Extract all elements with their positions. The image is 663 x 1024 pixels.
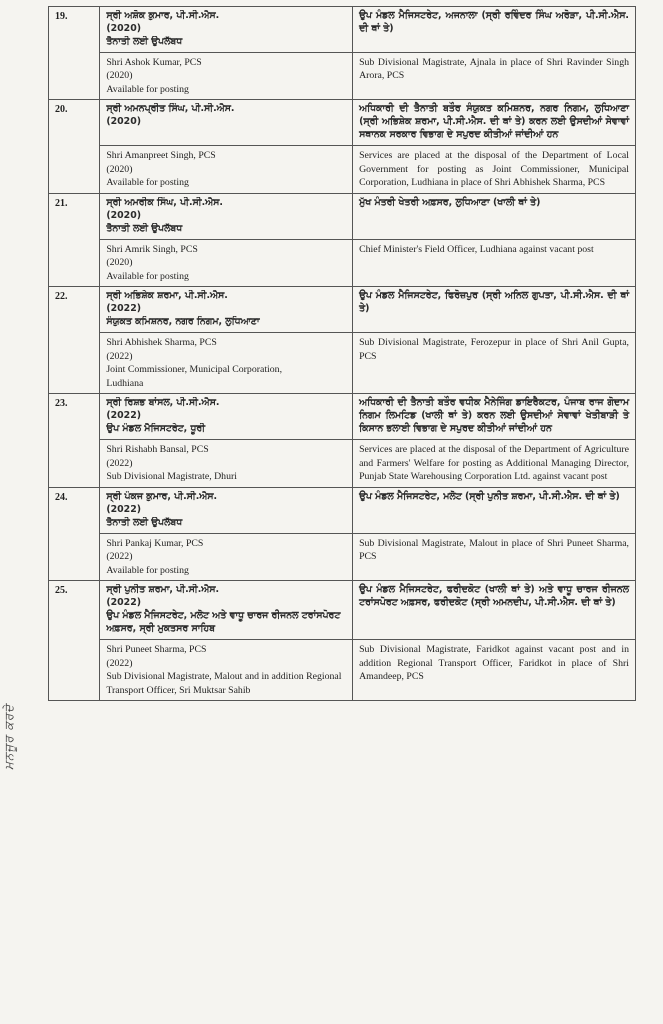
- table-row: [49, 581, 636, 640]
- posting-english: Services are placed at the disposal of the Department of Agriculture and Farmers' Welfare for posting as Additional Managing Director, Punjab State Warehousing Corporation Ltd. against vacant post: [353, 440, 636, 488]
- officer-english: Shri Amrik Singh, PCS (2020) Available for posting: [100, 239, 353, 287]
- officer-punjabi: ਸ੍ਰੀ ਅਮਨਪ੍ਰੀਤ ਸਿੰਘ, ਪੀ.ਸੀ.ਐਸ. (2020): [100, 100, 353, 146]
- officer-punjabi: ਸ੍ਰੀ ਅਭਿਸ਼ੇਕ ਸ਼ਰਮਾ, ਪੀ.ਸੀ.ਐਸ. (2022) ਸੰਯੁਕਤ ਕਮਿਸ਼ਨਰ, ਨਗਰ ਨਿਗਮ, ਲੁਧਿਆਣਾ: [100, 287, 353, 333]
- posting-punjabi: ਉਪ ਮੰਡਲ ਮੈਜਿਸਟਰੇਟ, ਫਰੀਦਕੋਟ (ਖਾਲੀ ਥਾਂ ਤੇ) ਅਤੇ ਵਾਧੂ ਚਾਰਜ ਰੀਜਨਲ ਟਰਾਂਸਪੋਰਟ ਅਫ਼ਸਰ, ਫਰੀਦਕੋਟ (ਸ੍ਰੀ ਅਮਨਦੀਪ, ਪੀ.ਸੀ.ਐਸ. ਦੀ ਥਾਂ ਤੇ): [353, 581, 636, 640]
- officer-punjabi: ਸ੍ਰੀ ਪੰਕਜ ਕੁਮਾਰ, ਪੀ.ਸੀ.ਐਸ. (2022) ਤੈਨਾਤੀ ਲਈ ਉਪਲੱਬਧ: [100, 487, 353, 533]
- table-row: [49, 193, 636, 239]
- table-row: [49, 7, 636, 53]
- serial-number: 22.: [49, 287, 100, 394]
- officer-english: Shri Rishabh Bansal, PCS (2022) Sub Divisional Magistrate, Dhuri: [100, 440, 353, 488]
- officer-english: Shri Abhishek Sharma, PCS (2022) Joint Commissioner, Municipal Corporation, Ludhiana: [100, 333, 353, 394]
- table-row: [49, 440, 636, 488]
- officer-english: Shri Pankaj Kumar, PCS (2022) Available for posting: [100, 533, 353, 581]
- posting-english: Services are placed at the disposal of the Department of Local Government for posting as Joint Commissioner, Municipal Corporation, Ludhiana in place of Shri Abhishek Sharma, PCS: [353, 146, 636, 194]
- posting-english: Sub Divisional Magistrate, Malout in place of Shri Puneet Sharma, PCS: [353, 533, 636, 581]
- table-row: [49, 640, 636, 701]
- table-row: [49, 333, 636, 394]
- serial-number: 24.: [49, 487, 100, 580]
- table-row: [49, 146, 636, 194]
- serial-number: 25.: [49, 581, 100, 701]
- posting-english: Sub Divisional Magistrate, Ajnala in place of Shri Ravinder Singh Arora, PCS: [353, 52, 636, 100]
- serial-number: 20.: [49, 100, 100, 193]
- margin-handwritten-note: ਮਨਜੂਰ ਕਰਦੇ: [2, 703, 16, 770]
- table-row: [49, 394, 636, 440]
- officer-punjabi: ਸ੍ਰੀ ਰਿਸ਼ਭ ਬਾਂਸਲ, ਪੀ.ਸੀ.ਐਸ. (2022) ਉਪ ਮੰਡਲ ਮੈਜਿਸਟਰੇਟ, ਧੂਰੀ: [100, 394, 353, 440]
- officer-punjabi: ਸ੍ਰੀ ਅਸ਼ੋਕ ਕੁਮਾਰ, ਪੀ.ਸੀ.ਐਸ. (2020) ਤੈਨਾਤੀ ਲਈ ਉਪਲੱਬਧ: [100, 7, 353, 53]
- table-row: [49, 100, 636, 146]
- officer-english: Shri Ashok Kumar, PCS (2020) Available for posting: [100, 52, 353, 100]
- posting-punjabi: ਉਪ ਮੰਡਲ ਮੈਜਿਸਟਰੇਟ, ਫਿਰੋਜ਼ਪੁਰ (ਸ੍ਰੀ ਅਨਿਲ ਗੁਪਤਾ, ਪੀ.ਸੀ.ਐਸ. ਦੀ ਥਾਂ ਤੇ): [353, 287, 636, 333]
- table-row: [49, 533, 636, 581]
- posting-english: Sub Divisional Magistrate, Faridkot against vacant post and in addition Regional Transport Officer, Faridkot in place of Shri Amandeep, PCS: [353, 640, 636, 701]
- table-row: [49, 487, 636, 533]
- posting-punjabi: ਅਧਿਕਾਰੀ ਦੀ ਤੈਨਾਤੀ ਬਤੌਰ ਵਧੀਕ ਮੈਨੇਜਿੰਗ ਡਾਇਰੈਕਟਰ, ਪੰਜਾਬ ਰਾਜ ਗੋਦਾਮ ਨਿਗਮ ਲਿਮਟਿਡ (ਖਾਲੀ ਥਾਂ ਤੇ) ਕਰਨ ਲਈ ਉਸਦੀਆਂ ਸੇਵਾਵਾਂ ਖੇਤੀਬਾੜੀ ਤੇ ਕਿਸਾਨ ਭਲਾਈ ਵਿਭਾਗ ਦੇ ਸਪੁਰਦ ਕੀਤੀਆਂ ਜਾਂਦੀਆਂ ਹਨ: [353, 394, 636, 440]
- posting-english: Chief Minister's Field Officer, Ludhiana against vacant post: [353, 239, 636, 287]
- table-row: [49, 239, 636, 287]
- officer-punjabi: ਸ੍ਰੀ ਪੁਨੀਤ ਸ਼ਰਮਾ, ਪੀ.ਸੀ.ਐਸ. (2022) ਉਪ ਮੰਡਲ ਮੈਜਿਸਟਰੇਟ, ਮਲੋਟ ਅਤੇ ਵਾਧੂ ਚਾਰਜ ਰੀਜਨਲ ਟਰਾਂਸਪੋਰਟ ਅਫ਼ਸਰ, ਸ੍ਰੀ ਮੁਕਤਸਰ ਸਾਹਿਬ: [100, 581, 353, 640]
- posting-punjabi: ਉਪ ਮੰਡਲ ਮੈਜਿਸਟਰੇਟ, ਅਜਨਾਲਾ (ਸ੍ਰੀ ਰਵਿੰਦਰ ਸਿੰਘ ਅਰੋੜਾ, ਪੀ.ਸੀ.ਐਸ. ਦੀ ਥਾਂ ਤੇ): [353, 7, 636, 53]
- serial-number: 19.: [49, 7, 100, 100]
- officer-english: Shri Amanpreet Singh, PCS (2020) Available for posting: [100, 146, 353, 194]
- table-row: [49, 52, 636, 100]
- officer-english: Shri Puneet Sharma, PCS (2022) Sub Divisional Magistrate, Malout and in addition Regional Transport Officer, Sri Muktsar Sahib: [100, 640, 353, 701]
- officer-punjabi: ਸ੍ਰੀ ਅਮਰੀਕ ਸਿੰਘ, ਪੀ.ਸੀ.ਐਸ. (2020) ਤੈਨਾਤੀ ਲਈ ਉਪਲੱਬਧ: [100, 193, 353, 239]
- posting-punjabi: ਉਪ ਮੰਡਲ ਮੈਜਿਸਟਰੇਟ, ਮਲੋਟ (ਸ੍ਰੀ ਪੁਨੀਤ ਸ਼ਰਮਾ, ਪੀ.ਸੀ.ਐਸ. ਦੀ ਥਾਂ ਤੇ): [353, 487, 636, 533]
- posting-english: Sub Divisional Magistrate, Ferozepur in place of Shri Anil Gupta, PCS: [353, 333, 636, 394]
- posting-punjabi: ਅਧਿਕਾਰੀ ਦੀ ਤੈਨਾਤੀ ਬਤੌਰ ਸੰਯੁਕਤ ਕਮਿਸ਼ਨਰ, ਨਗਰ ਨਿਗਮ, ਲੁਧਿਆਣਾ (ਸ੍ਰੀ ਅਭਿਸ਼ੇਕ ਸ਼ਰਮਾ, ਪੀ.ਸੀ.ਐਸ. ਦੀ ਥਾਂ ਤੇ) ਕਰਨ ਲਈ ਉਸਦੀਆਂ ਸੇਵਾਵਾਂ ਸਥਾਨਕ ਸਰਕਾਰ ਵਿਭਾਗ ਦੇ ਸਪੁਰਦ ਕੀਤੀਆਂ ਜਾਂਦੀਆਂ ਹਨ: [353, 100, 636, 146]
- posting-orders-table: [48, 6, 636, 701]
- table-row: [49, 287, 636, 333]
- posting-punjabi: ਮੁੱਖ ਮੰਤਰੀ ਖੇਤਰੀ ਅਫ਼ਸਰ, ਲੁਧਿਆਣਾ (ਖਾਲੀ ਥਾਂ ਤੇ): [353, 193, 636, 239]
- serial-number: 23.: [49, 394, 100, 487]
- serial-number: 21.: [49, 193, 100, 286]
